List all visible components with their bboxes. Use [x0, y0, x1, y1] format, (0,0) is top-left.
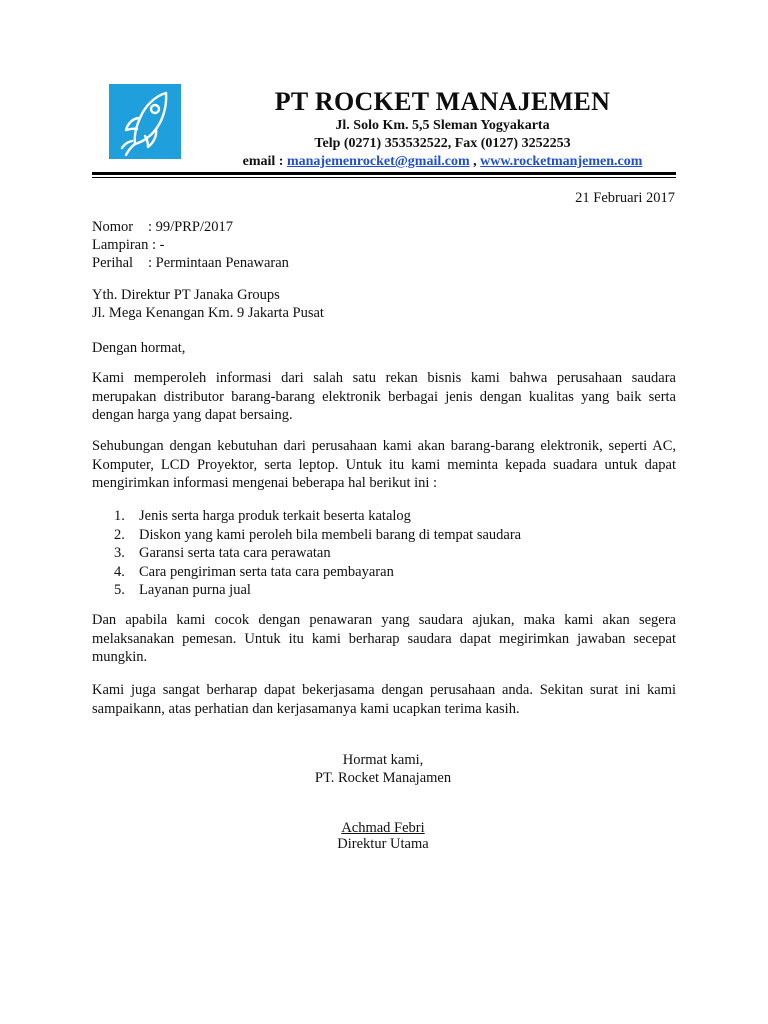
rocket-logo-icon [109, 84, 181, 159]
signer-title: Direktur Utama [337, 836, 429, 852]
perihal-label: Perihal [92, 255, 134, 271]
recipient-address: Jl. Mega Kenangan Km. 9 Jakarta Pusat [92, 305, 324, 321]
company-phone: Telp (0271) 353532522, Fax (0127) 3252253 [314, 136, 571, 151]
request-list [92, 507, 676, 600]
paragraph-intro: Kami memperoleh informasi dari salah satu rekan bisnis kami bahwa perusahaan saudara merupakan distributor barang-barang elektronik berbagai jenis dengan kualitas yang baik serta dengan harga yang dapat bersaing. [92, 370, 676, 423]
closing-salutation: Hormat kami, [342, 752, 424, 768]
list-item: 2. Diskon yang kami peroleh bila membeli barang di tempat saudara [114, 526, 522, 543]
recipient-name: Yth. Direktur PT Janaka Groups [92, 287, 280, 303]
company-contact [180, 154, 705, 170]
contact-separator: , [473, 154, 477, 169]
meta-perihal [92, 254, 289, 272]
closing-company: PT. Rocket Manajamen [314, 770, 452, 786]
paragraph-request: Sehubungan dengan kebutuhan dari perusahaan kami akan barang-barang elektronik, seperti AC, Komputer, LCD Proyektor, serta leptop. Untuk itu kami meminta kepada suadara untuk dapat mengirimkan informasi mengenai beberapa hal berikut ini : [92, 438, 676, 491]
letterhead-divider-thick [92, 172, 676, 175]
meta-lampiran [92, 236, 164, 254]
letterhead-divider-thin [92, 177, 676, 178]
paragraph-closing: Kami juga sangat berharap dapat bekerjasama dengan perusahaan anda. Sekitan surat ini kami sampaikann, atas perhatian dan kerjasamanya kami ucapkan terima kasih. [92, 682, 676, 717]
lampiran-label: Lampiran [92, 237, 149, 253]
paragraph-order: Dan apabila kami cocok dengan penawaran yang saudara ajukan, maka kami akan segera melaksanakan pemesan. Untuk itu kami berharap saudara dapat megirimkan jawaban secepat mungkin. [92, 612, 676, 665]
company-address: Jl. Solo Km. 5,5 Sleman Yogyakarta [335, 118, 550, 133]
list-item: 1. Jenis serta harga produk terkait beserta katalog [114, 508, 411, 524]
list-item: 3. Garansi serta tata cara perawatan [114, 545, 331, 561]
letter-date: 21 Februari 2017 [575, 190, 675, 206]
email-link[interactable]: manajemenrocket@gmail.com [286, 154, 470, 169]
list-item: 5. Layanan purna jual [114, 582, 251, 598]
company-name: PT ROCKET MANAJEMEN [274, 87, 611, 116]
signer-name: Achmad Febri [341, 820, 425, 836]
list-item: 4. Cara pengiriman serta tata cara pembayaran [114, 563, 394, 580]
email-label: email : [242, 154, 284, 169]
meta-nomor [92, 218, 233, 236]
perihal-value: : Permintaan Penawaran [148, 255, 289, 271]
nomor-value: : 99/PRP/2017 [148, 219, 234, 235]
lampiran-value: : - [152, 237, 165, 253]
website-link[interactable]: www.rocketmanjemen.com [480, 154, 643, 169]
greeting: Dengan hormat, [92, 340, 186, 356]
nomor-label: Nomor [92, 219, 134, 235]
